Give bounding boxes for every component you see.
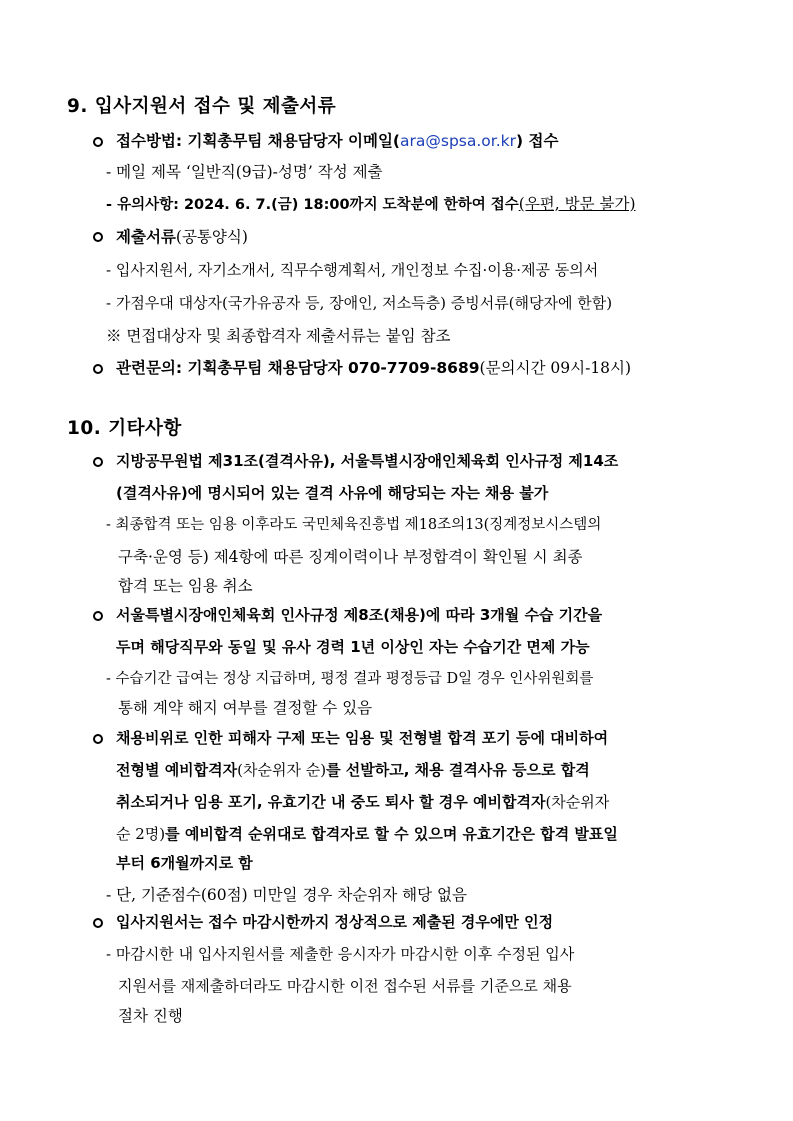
caution-line: - 유의사항: 2024. 6. 7.(금) 18:00까지 도착분에 한하여 접수(우편, 방문 불가) [106, 195, 636, 213]
circle-bullet-icon [93, 611, 103, 621]
submission-method: 접수방법: 기획총무팀 채용담당자 이메일(ara@spsa.or.kr) 접수 [116, 132, 559, 150]
b4-sub-3: 절차 진행 [118, 1007, 183, 1025]
b3-line-4: 순 2명)를 예비합격 순위대로 합격자로 할 수 있으며 유효기간은 합격 발표일 [116, 825, 618, 843]
circle-bullet-icon [93, 734, 103, 744]
inquiry-line: 관련문의: 기획총무팀 채용담당자 070-7709-8689(문의시간 09시-18시) [116, 359, 632, 377]
b2-line-2: 두며 해당직무와 동일 및 유사 경력 1년 이상인 자는 수습기간 면제 가능 [116, 638, 590, 656]
b1-sub-1: - 최종합격 또는 임용 이후라도 국민체육진흥법 제18조의13(징계정보시스템의 [106, 517, 602, 533]
b2-sub-2: 통해 계약 해지 여부를 결정할 수 있음 [118, 699, 373, 717]
circle-bullet-icon [93, 457, 103, 467]
email-link[interactable]: ara@spsa.or.kr [400, 132, 517, 150]
b4-sub-1: - 마감시한 내 입사지원서를 제출한 응시자가 마감시한 이후 수정된 입사 [106, 945, 575, 963]
b4-sub-2: 지원서를 재제출하더라도 마감시한 이전 접수된 서류를 기준으로 채용 [118, 977, 572, 995]
b3-line-2: 전형별 예비합격자(차순위자 순)를 선발하고, 채용 결격사유 등으로 합격 [116, 761, 590, 779]
b1-line-1: 지방공무원법 제31조(결격사유), 서울특별시장애인체육회 인사규정 제14조 [116, 452, 619, 470]
b1-sub-2: 구축·운영 등) 제4항에 따른 징계이력이나 부정합격이 확인될 시 최종 [118, 548, 583, 566]
mail-subject-note: - 메일 제목 ‘일반직(9급)-성명’ 작성 제출 [106, 163, 383, 181]
documents-item-1: - 입사지원서, 자기소개서, 직무수행계획서, 개인정보 수집·이용·제공 동의서 [106, 261, 599, 279]
b1-sub-3: 합격 또는 임용 취소 [118, 577, 253, 595]
circle-bullet-icon [93, 232, 103, 242]
b2-line-1: 서울특별시장애인체육회 인사규정 제8조(채용)에 따라 3개월 수습 기간을 [116, 606, 603, 624]
documents-heading: 제출서류(공통양식) [116, 228, 248, 246]
section-10-title: 10. 기타사항 [67, 418, 182, 439]
b1-line-2: (결격사유)에 명시되어 있는 결격 사유에 해당되는 자는 채용 불가 [116, 484, 549, 502]
circle-bullet-icon [93, 364, 103, 374]
b3-line-1: 채용비위로 인한 피해자 구제 또는 임용 및 전형별 합격 포기 등에 대비하여 [116, 729, 609, 747]
documents-item-2: - 가점우대 대상자(국가유공자 등, 장애인, 저소득층) 증빙서류(해당자에 한함) [106, 294, 613, 312]
circle-bullet-icon [93, 918, 103, 928]
b3-line-3: 취소되거나 임용 포기, 유효기간 내 중도 퇴사 할 경우 예비합격자(차순위자 [116, 793, 610, 811]
b2-sub-1: - 수습기간 급여는 정상 지급하며, 평정 결과 평정등급 D일 경우 인사위원회를 [106, 671, 594, 687]
documents-reference: ※ 면접대상자 및 최종합격자 제출서류는 붙임 참조 [106, 327, 451, 345]
b3-sub-1: - 단, 기준점수(60점) 미만일 경우 차순위자 해당 없음 [106, 886, 467, 904]
section-9-title: 9. 입사지원서 접수 및 제출서류 [67, 96, 337, 117]
circle-bullet-icon [93, 137, 103, 147]
b4-line-1: 입사지원서는 접수 마감시한까지 정상적으로 제출된 경우에만 인정 [116, 913, 554, 931]
b3-line-5: 부터 6개월까지로 함 [116, 854, 253, 872]
